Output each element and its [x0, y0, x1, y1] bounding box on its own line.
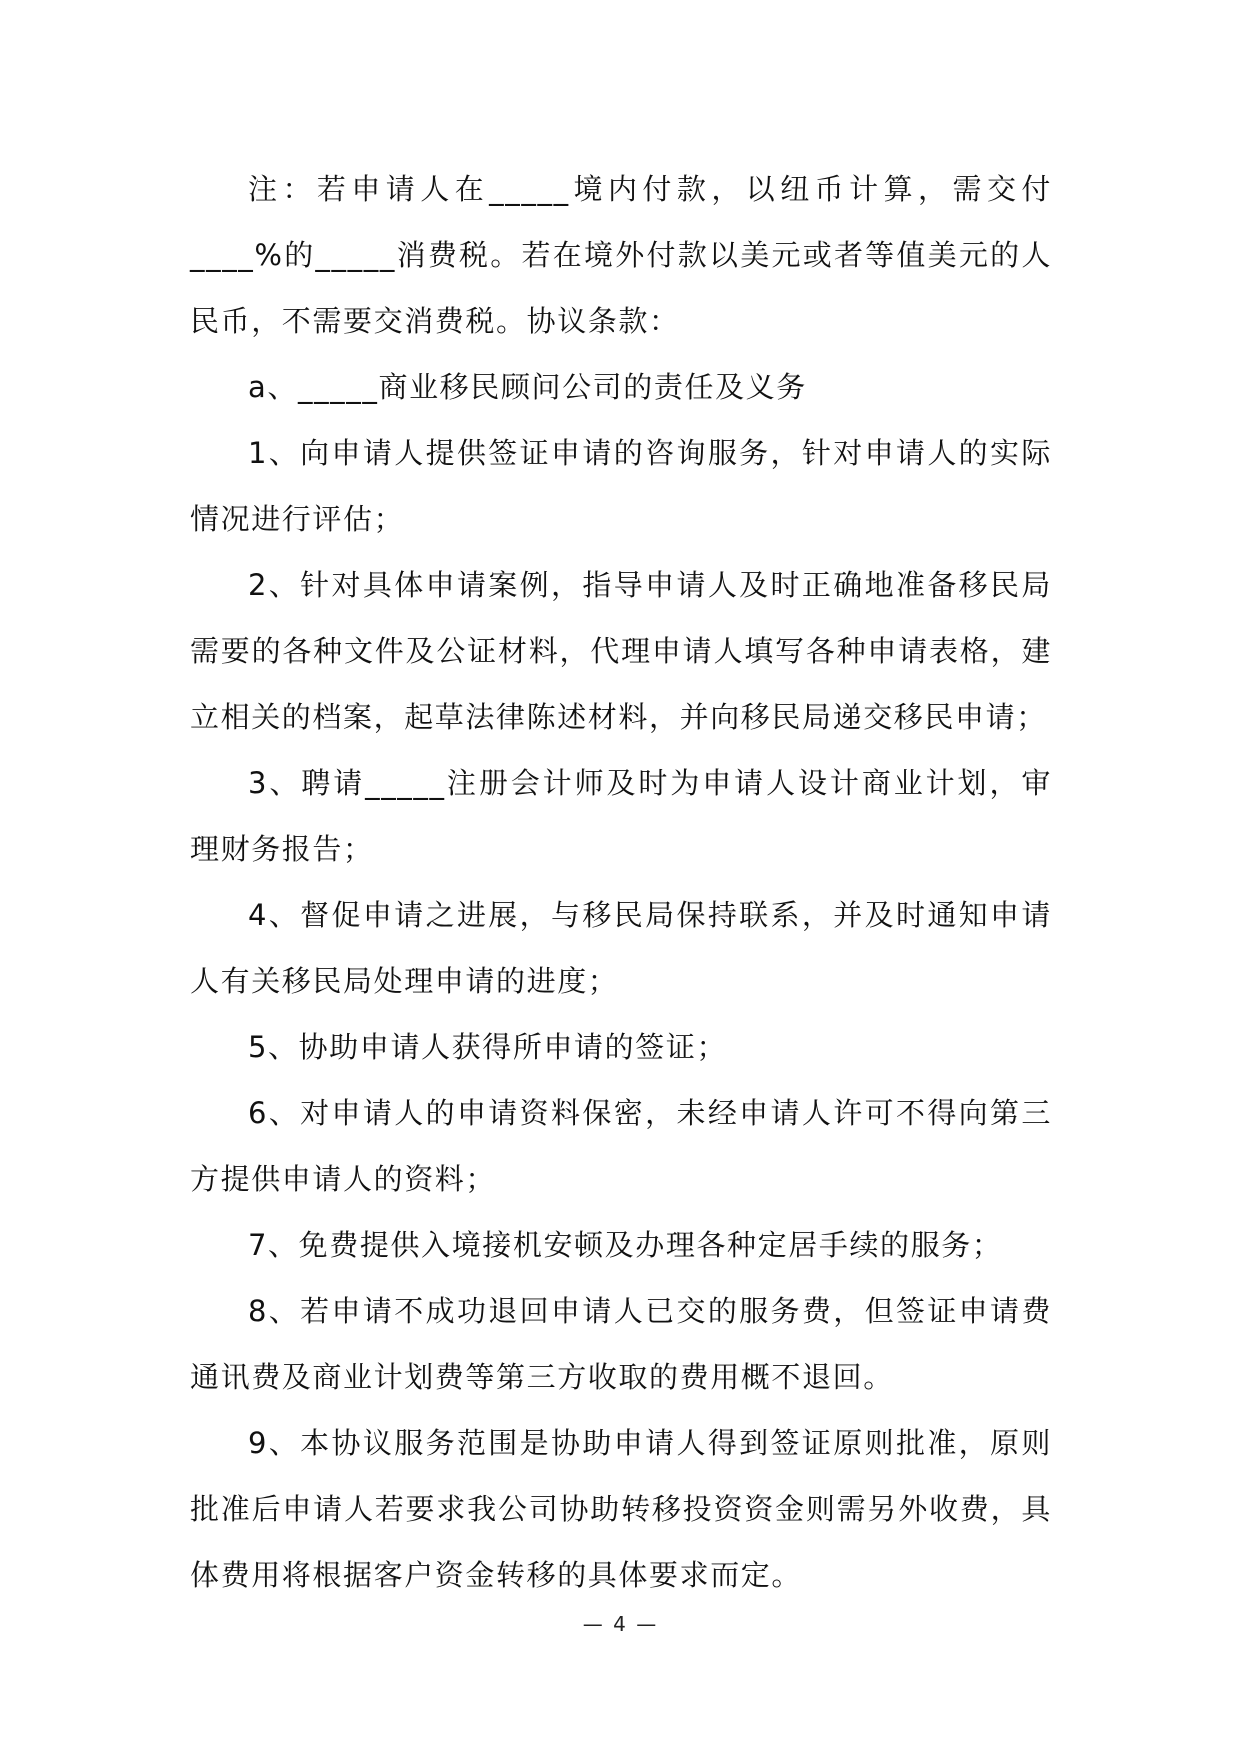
paragraph-item-2: 2、针对具体申请案例，指导申请人及时正确地准备移民局需要的各种文件及公证材料，代理申请人填写各种申请表格，建立相关的档案，起草法律陈述材料，并向移民局递交移民申请； [190, 568, 1052, 734]
paragraph-item-1: 1、向申请人提供签证申请的咨询服务，针对申请人的实际情况进行评估； [190, 436, 1052, 536]
document-body [190, 156, 1052, 1608]
paragraph-item-9: 9、本协议服务范围是协助申请人得到签证原则批准，原则批准后申请人若要求我公司协助转移投资资金则需另外收费，具体费用将根据客户资金转移的具体要求而定。 [190, 1426, 1052, 1592]
paragraph-item-7: 7、免费提供入境接机安顿及办理各种定居手续的服务； [248, 1228, 1003, 1262]
paragraph-item-6: 6、对申请人的申请资料保密，未经申请人许可不得向第三方提供申请人的资料； [190, 1096, 1052, 1196]
paragraph-item-3: 3、聘请_____注册会计师及时为申请人设计商业计划，审理财务报告； [190, 766, 1052, 866]
paragraph-note: 注：若申请人在_____境内付款，以纽币计算，需交付____%的_____消费税。若在境外付款以美元或者等值美元的人民币，不需要交消费税。协议条款： [190, 172, 1052, 338]
paragraph-item-8: 8、若申请不成功退回申请人已交的服务费，但签证申请费通讯费及商业计划费等第三方收取的费用概不退回。 [190, 1294, 1052, 1394]
paragraph-item-4: 4、督促申请之进展，与移民局保持联系，并及时通知申请人有关移民局处理申请的进度； [190, 898, 1052, 998]
page-number: — 4 — [582, 1612, 659, 1636]
paragraph-item-5: 5、协助申请人获得所申请的签证； [248, 1030, 728, 1064]
paragraph-section-a: a、_____商业移民顾问公司的责任及义务 [248, 370, 807, 404]
